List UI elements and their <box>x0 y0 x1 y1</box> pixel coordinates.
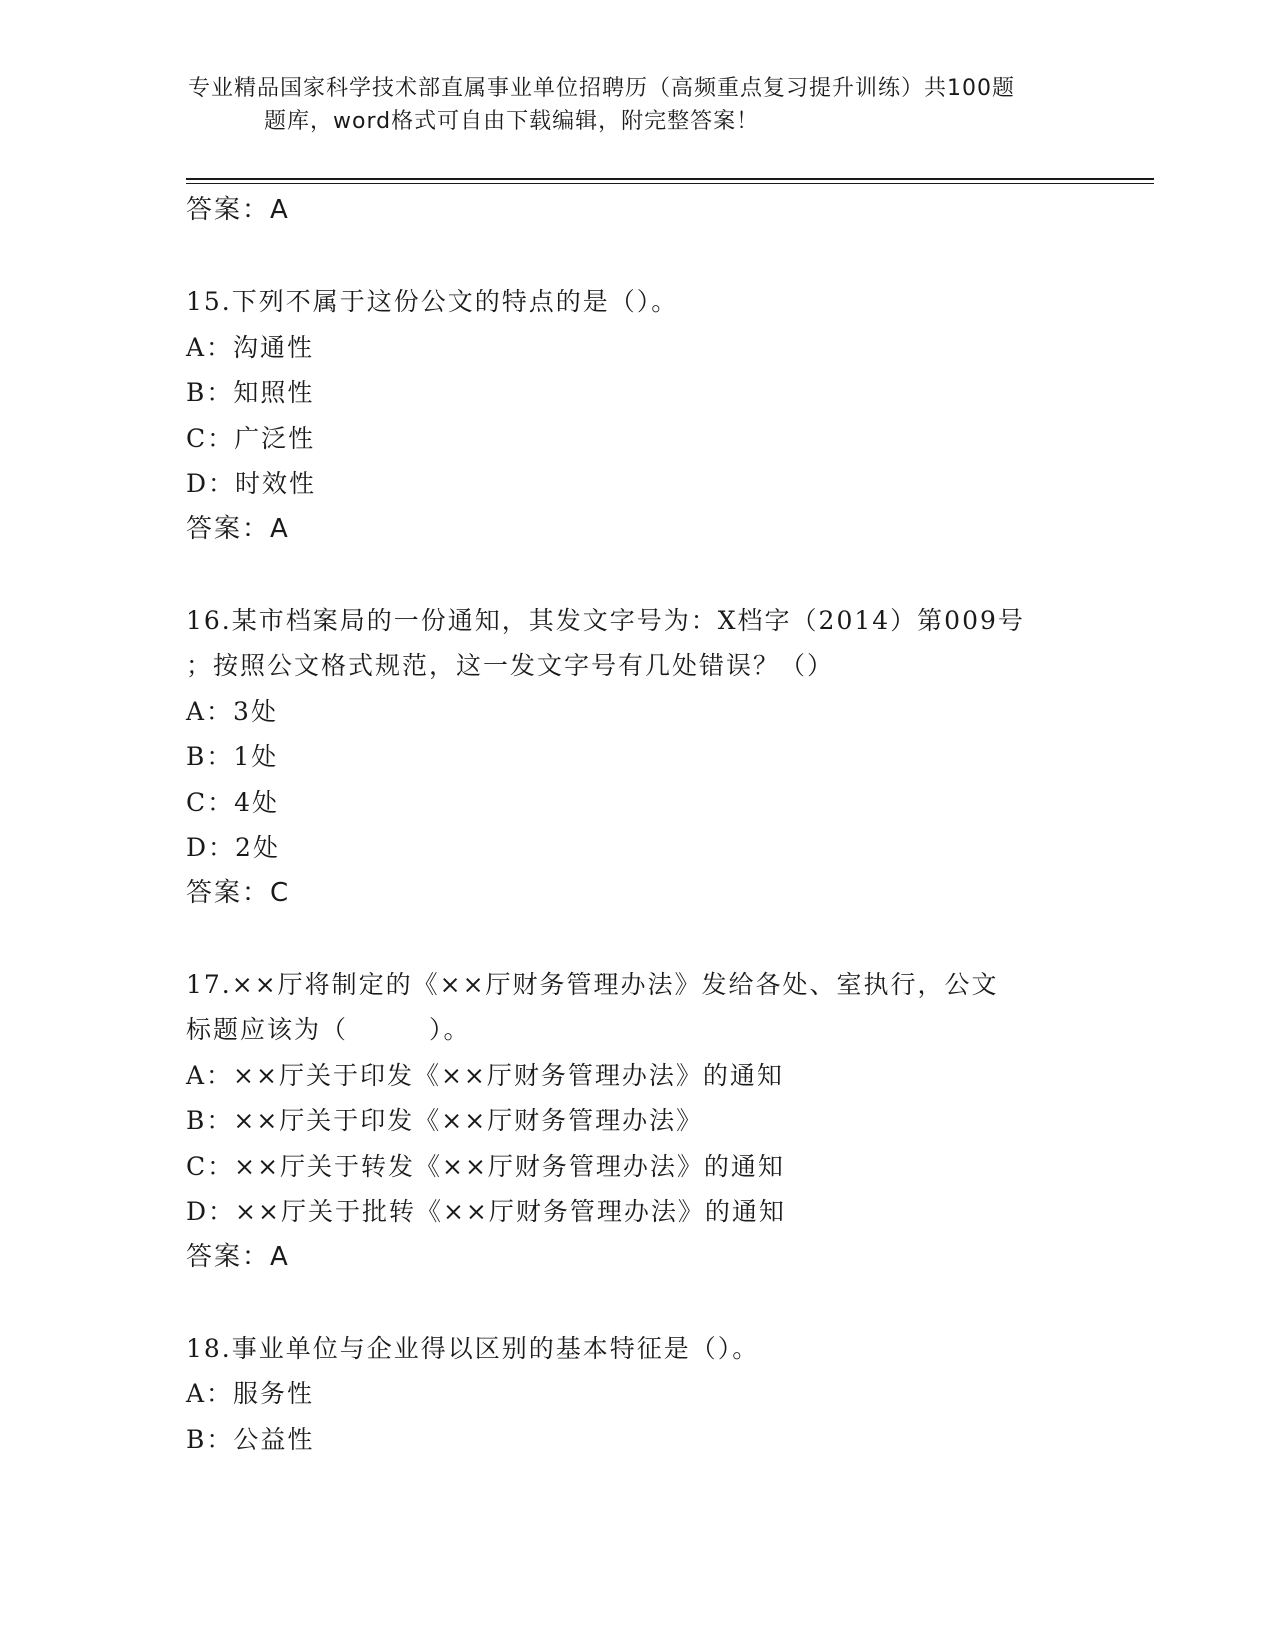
question-18 <box>186 1326 1086 1463</box>
question-17 <box>186 962 1086 1281</box>
header-rule-thin <box>186 183 1154 184</box>
question-stem: 15.下列不属于这份公文的特点的是（）。 <box>186 287 679 316</box>
answer: 答案：A <box>186 1241 290 1272</box>
option-d: D：2处 <box>186 833 280 862</box>
header-rule-thick <box>186 178 1154 180</box>
answer: 答案：C <box>186 877 291 908</box>
question-stem-continued: ；按照公文格式规范，这一发文字号有几处错误？（） <box>186 651 835 680</box>
header-title-line-2: 题库，word格式可自由下载编辑，附完整答案！ <box>264 109 760 134</box>
question-content <box>186 188 1086 1462</box>
question-stem-continued: 标题应该为（ ）。 <box>186 1015 471 1044</box>
answer: 答案：A <box>186 513 290 544</box>
option-b: B：公益性 <box>186 1424 315 1454</box>
option-b: B：知照性 <box>186 378 315 407</box>
question-16 <box>186 598 1086 917</box>
question-stem: 16.某市档案局的一份通知，其发文字号为：X档字（2014）第009号 <box>186 605 1025 635</box>
question-stem: 17.××厅将制定的《××厅财务管理办法》发给各处、室执行，公文 <box>186 969 999 999</box>
option-d: D：××厅关于批转《××厅财务管理办法》的通知 <box>186 1197 786 1226</box>
previous-answer: 答案：A <box>186 195 290 225</box>
option-a: A：服务性 <box>186 1379 315 1408</box>
page-header <box>188 72 1088 138</box>
option-a: A：××厅关于印发《××厅财务管理办法》的通知 <box>186 1060 784 1090</box>
option-c: C：广泛性 <box>186 423 316 453</box>
option-b: B：××厅关于印发《××厅财务管理办法》 <box>186 1106 704 1135</box>
option-c: C：××厅关于转发《××厅财务管理办法》的通知 <box>186 1151 785 1181</box>
option-d: D：时效性 <box>186 469 317 498</box>
question-15 <box>186 279 1086 552</box>
option-a: A：3处 <box>186 696 278 726</box>
option-b: B：1处 <box>186 742 279 771</box>
header-title-line-1: 专业精品国家科学技术部直属事业单位招聘历（高频重点复习提升训练）共100题 <box>188 76 1015 101</box>
question-stem: 18.事业单位与企业得以区别的基本特征是（）。 <box>186 1333 760 1363</box>
option-a: A：沟通性 <box>186 332 315 362</box>
option-c: C：4处 <box>186 787 280 817</box>
